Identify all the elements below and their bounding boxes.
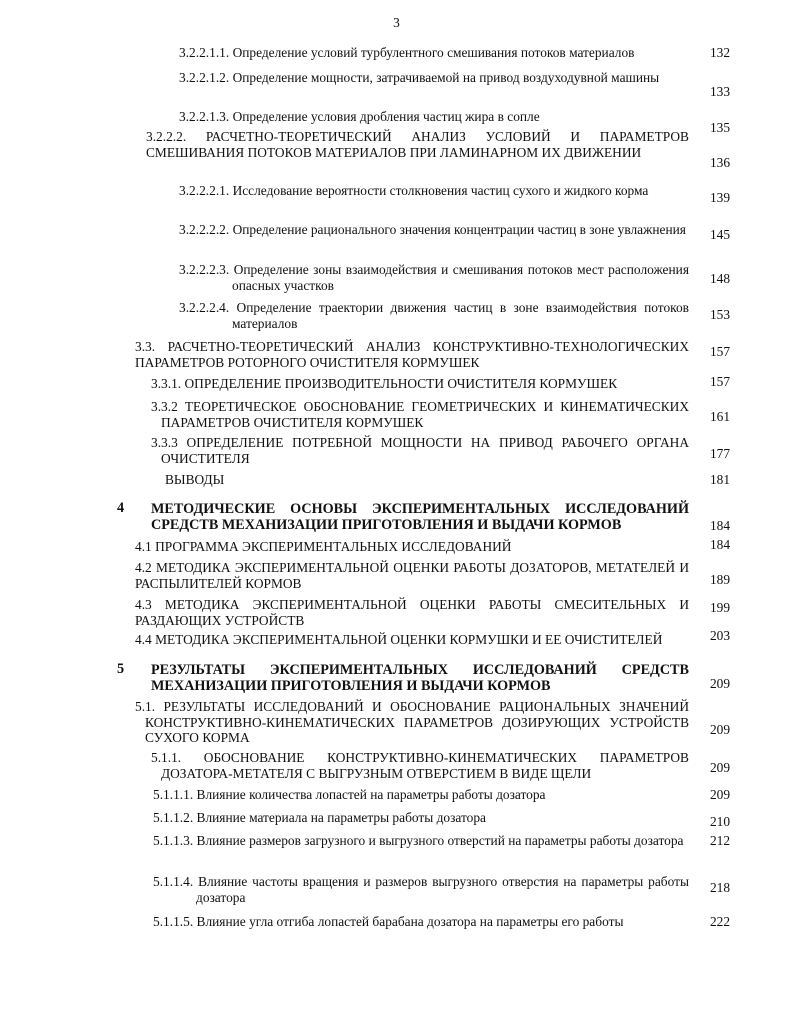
toc-entry-3-2-2-2-2: 3.2.2.2.2. Определение рационального значения концентрации частиц в зоне увлажнения	[179, 222, 686, 237]
toc-entry-3-2-2-2-3: 3.2.2.2.3. Определение зоны взаимодействия и смешивания потоков мест расположения опасных участков	[179, 262, 689, 293]
toc-page-3-2-2-1-2: 133	[709, 84, 731, 99]
toc-entry-3-2-2-1-3: 3.2.2.1.3. Определение условия дробления частиц жира в сопле	[179, 109, 540, 124]
toc-page-3-3-2: 161	[709, 409, 731, 424]
toc-entry-3-3-3: 3.3.3 ОПРЕДЕЛЕНИЕ ПОТРЕБНОЙ МОЩНОСТИ НА ПРИВОД РАБОЧЕГО ОРГАНА ОЧИСТИТЕЛЯ	[151, 435, 689, 466]
toc-entry-3-3-2: 3.3.2 ТЕОРЕТИЧЕСКОЕ ОБОСНОВАНИЕ ГЕОМЕТРИЧЕСКИХ И КИНЕМАТИЧЕСКИХ ПАРАМЕТРОВ ОЧИСТИТЕЛЯ КОРМУШЕК	[151, 399, 689, 430]
toc-page-5-1-1-2: 210	[709, 814, 731, 829]
toc-page-3-2-2-1-3: 135	[709, 120, 731, 135]
toc-entry-4-2: 4.2 МЕТОДИКА ЭКСПЕРИМЕНТАЛЬНОЙ ОЦЕНКИ РАБОТЫ ДОЗАТОРОВ, МЕТАТЕЛЕЙ И РАСПЫЛИТЕЛЕЙ КОРМОВ	[135, 560, 689, 591]
toc-entry-3-2-2-2: 3.2.2.2. РАСЧЕТНО-ТЕОРЕТИЧЕСКИЙ АНАЛИЗ УСЛОВИЙ И ПАРАМЕТРОВ СМЕШИВАНИЯ ПОТОКОВ МАТЕРИАЛОВ ПРИ ЛАМИНАРНОМ ИХ ДВИЖЕНИИ	[146, 129, 689, 160]
chapter-number-5: 5	[117, 661, 125, 677]
toc-entry-5-1-1: 5.1.1. ОБОСНОВАНИЕ КОНСТРУКТИВНО-КИНЕМАТИЧЕСКИХ ПАРАМЕТРОВ ДОЗАТОРА-МЕТАТЕЛЯ С ВЫГРУЗНЫМ ОТВЕРСТИЕМ В ВИДЕ ЩЕЛИ	[151, 750, 689, 781]
toc-entry-5-1-1-5: 5.1.1.5. Влияние угла отгиба лопастей барабана дозатора на параметры его работы	[153, 914, 624, 929]
toc-entry-4-3: 4.3 МЕТОДИКА ЭКСПЕРИМЕНТАЛЬНОЙ ОЦЕНКИ РАБОТЫ СМЕСИТЕЛЬНЫХ И РАЗДАЮЩИХ УСТРОЙСТВ	[135, 597, 689, 628]
toc-entry-5-1-1-3: 5.1.1.3. Влияние размеров загрузного и выгрузного отверстий на параметры работы дозатора	[153, 833, 684, 848]
toc-page-5-1-1-4: 218	[709, 880, 731, 895]
toc-page-4-2: 189	[709, 572, 731, 587]
toc-page-5-1-1-3: 212	[709, 833, 731, 848]
toc-page-3-2-2-2-2: 145	[709, 227, 731, 242]
toc-page-5-1-1-1: 209	[709, 787, 731, 802]
toc-entry-3-2-2-1-1: 3.2.2.1.1. Определение условий турбулентного смешивания потоков материалов	[179, 45, 635, 60]
toc-entry-5-1-1-4: 5.1.1.4. Влияние частоты вращения и размеров выгрузного отверстия на параметры работы дозатора	[153, 874, 689, 905]
toc-page-3-2-2-2-1: 139	[709, 190, 731, 205]
toc-page-3-2-2-2: 136	[709, 155, 731, 170]
toc-page-3-2-2-2-3: 148	[709, 271, 731, 286]
toc-entry-5-1-1-1: 5.1.1.1. Влияние количества лопастей на параметры работы дозатора	[153, 787, 546, 802]
toc-page-5-1-1-5: 222	[709, 914, 731, 929]
toc-page-3-2-2-2-4: 153	[709, 307, 731, 322]
toc-entry-chapter-4: МЕТОДИЧЕСКИЕ ОСНОВЫ ЭКСПЕРИМЕНТАЛЬНЫХ ИССЛЕДОВАНИЙ СРЕДСТВ МЕХАНИЗАЦИИ ПРИГОТОВЛЕНИЯ И ВЫДАЧИ КОРМОВ	[151, 501, 689, 533]
toc-page-3-2-2-1-1: 132	[709, 45, 731, 60]
toc-entry-5-1-1-2: 5.1.1.2. Влияние материала на параметры работы дозатора	[153, 810, 486, 825]
toc-page-3-3-3: 177	[709, 446, 731, 461]
toc-entry-4-1: 4.1 ПРОГРАММА ЭКСПЕРИМЕНТАЛЬНЫХ ИССЛЕДОВАНИЙ	[135, 539, 512, 554]
toc-entry-chapter-5: РЕЗУЛЬТАТЫ ЭКСПЕРИМЕНТАЛЬНЫХ ИССЛЕДОВАНИЙ СРЕДСТВ МЕХАНИЗАЦИИ ПРИГОТОВЛЕНИЯ И ВЫДАЧИ КОРМОВ	[151, 662, 689, 694]
toc-entry-3-3: 3.3. РАСЧЕТНО-ТЕОРЕТИЧЕСКИЙ АНАЛИЗ КОНСТРУКТИВНО-ТЕХНОЛОГИЧЕСКИХ ПАРАМЕТРОВ РОТОРНОГО ОЧИСТИТЕЛЯ КОРМУШЕК	[135, 339, 689, 370]
toc-entry-3-2-2-2-1: 3.2.2.2.1. Исследование вероятности столкновения частиц сухого и жидкого корма	[179, 183, 649, 198]
toc-page-chapter-5: 209	[709, 676, 731, 691]
toc-entry-3-2-2-2-4: 3.2.2.2.4. Определение траектории движения частиц в зоне взаимодействия потоков материалов	[179, 300, 689, 331]
toc-page-chapter-4: 184	[709, 518, 731, 533]
toc-page-3-3-1: 157	[709, 374, 731, 389]
toc-entry-4-4: 4.4 МЕТОДИКА ЭКСПЕРИМЕНТАЛЬНОЙ ОЦЕНКИ КОРМУШКИ И ЕЕ ОЧИСТИТЕЛЕЙ	[135, 632, 663, 647]
toc-entry-3-3-1: 3.3.1. ОПРЕДЕЛЕНИЕ ПРОИЗВОДИТЕЛЬНОСТИ ОЧИСТИТЕЛЯ КОРМУШЕК	[151, 376, 618, 391]
toc-entry-3-2-2-1-2: 3.2.2.1.2. Определение мощности, затрачиваемой на привод воздуходувной машины	[179, 70, 660, 85]
toc-entry-5-1: 5.1. РЕЗУЛЬТАТЫ ИССЛЕДОВАНИЙ И ОБОСНОВАНИЕ РАЦИОНАЛЬНЫХ ЗНАЧЕНИЙ КОНСТРУКТИВНО-КИНЕМАТИЧЕСКИХ ПАРАМЕТРОВ ДОЗИРУЮЩИХ УСТРОЙСТВ СУХОГО КОРМА	[135, 699, 689, 745]
toc-page-vyvody: 181	[709, 472, 731, 487]
toc-page-5-1: 209	[709, 722, 731, 737]
toc-page-4-4: 203	[709, 628, 731, 643]
toc-page-4-3: 199	[709, 600, 731, 615]
page-number: 3	[393, 15, 400, 30]
toc-page-5-1-1: 209	[709, 760, 731, 775]
chapter-number-4: 4	[117, 500, 125, 516]
toc-page-3-3: 157	[709, 344, 731, 359]
toc-page-4-1: 184	[709, 537, 731, 552]
toc-entry-vyvody: ВЫВОДЫ	[165, 472, 225, 487]
